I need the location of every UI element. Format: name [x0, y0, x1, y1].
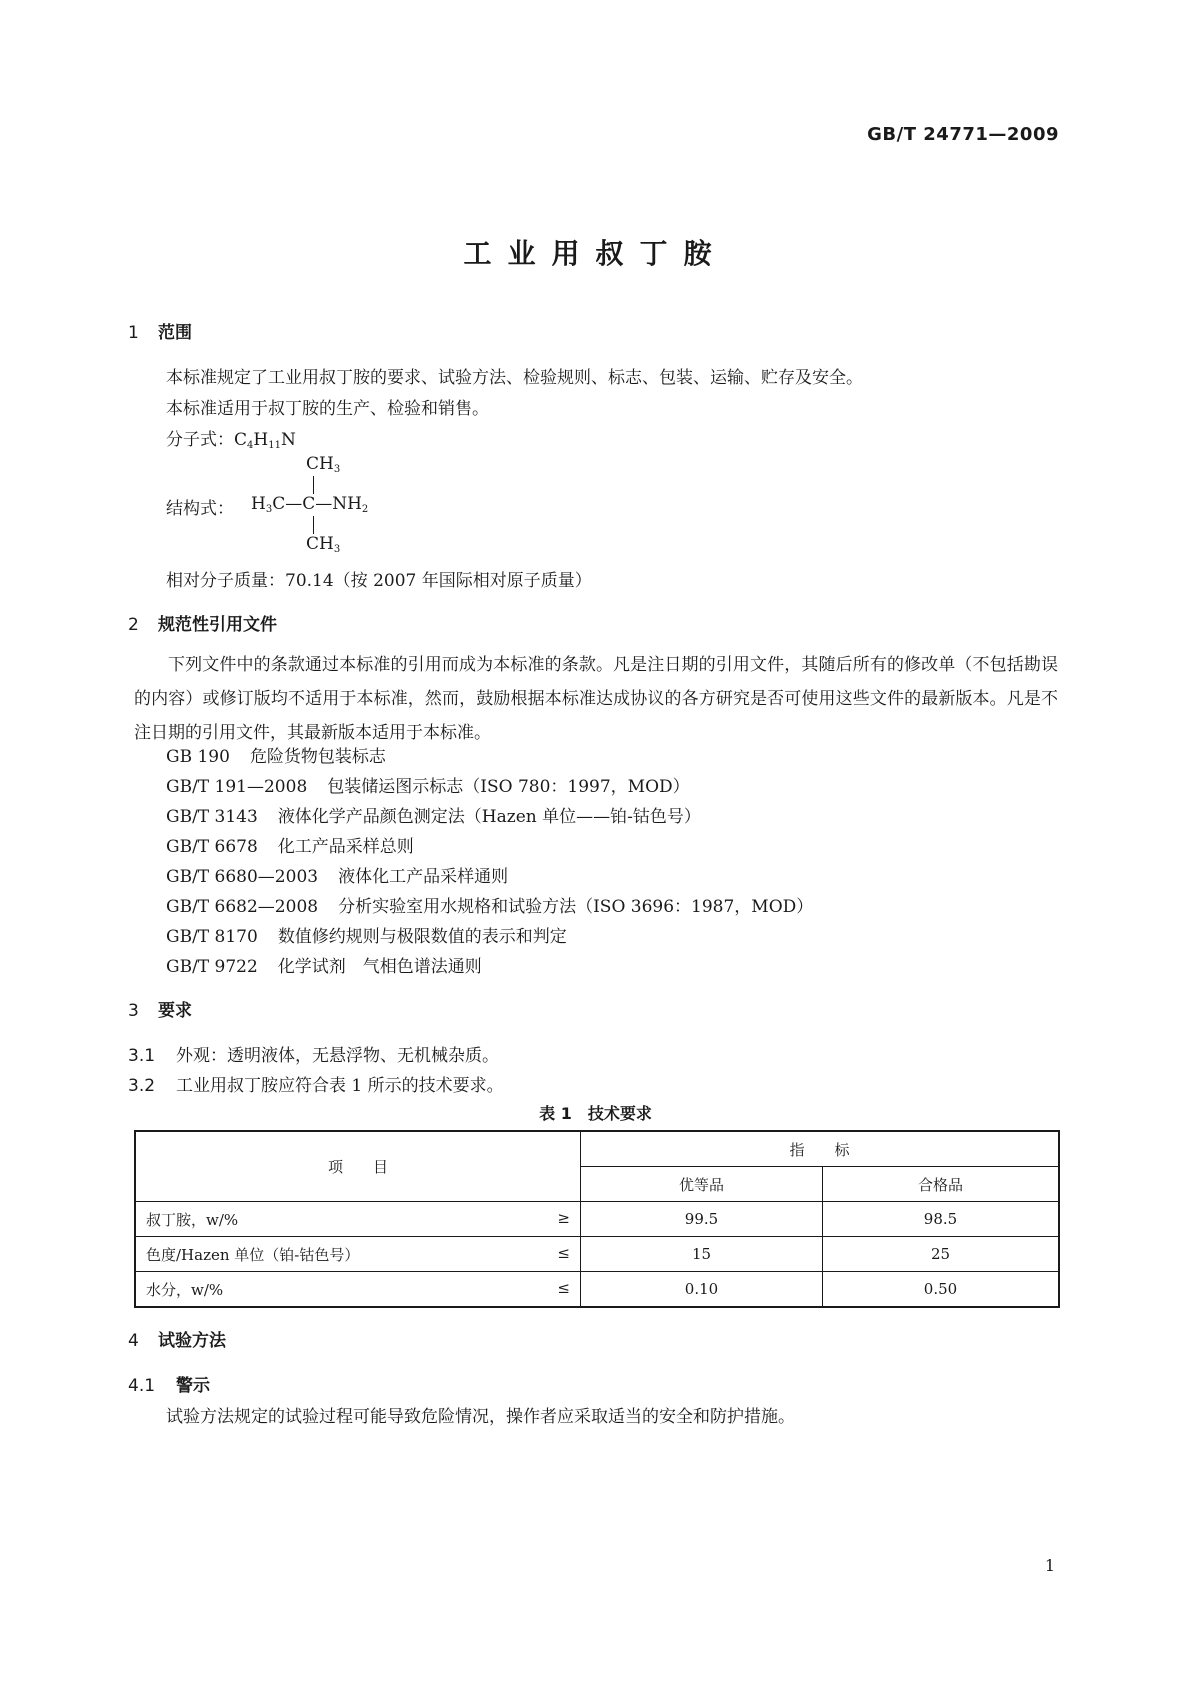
standard-number: GB/T 24771—2009 — [867, 124, 1059, 145]
reference-item — [166, 892, 813, 917]
page-number: 1 — [1044, 1556, 1055, 1575]
normative-intro: 下列文件中的条款通过本标准的引用而成为本标准的条款。凡是注日期的引用文件，其随后所有的修改单（不包括勘误的内容）或修订版均不适用于本标准，然而，鼓励根据本标准达成协议的各方研究是否可使用这些文件的最新版本。凡是不注日期的引用文件，其最新版本适用于本标准。 — [134, 655, 1058, 743]
section-number: 4 — [128, 1331, 139, 1351]
reference-code: GB/T 6678 — [166, 837, 258, 857]
table-row — [135, 1202, 1059, 1237]
formula-value: $C_4H_{11}N$ — [234, 430, 296, 451]
reference-code: GB/T 6682—2008 — [166, 897, 319, 917]
clause-number: 3.2 — [128, 1076, 156, 1096]
item-operator: ≥ — [557, 1208, 570, 1227]
molecular-formula — [166, 425, 296, 451]
clause-3-1 — [128, 1041, 499, 1066]
header-grade-premium: 优等品 — [581, 1167, 823, 1202]
clause-3-2 — [128, 1071, 504, 1096]
section-number: 1 — [128, 323, 139, 343]
reference-item — [166, 742, 386, 767]
row-item — [135, 1272, 581, 1308]
item-label: 水分，w/% — [146, 1280, 224, 1299]
reference-code: GB/T 191—2008 — [166, 777, 308, 797]
value-premium: 15 — [581, 1237, 823, 1272]
clause-number: 3.1 — [128, 1046, 156, 1066]
header-item: 项 目 — [135, 1131, 581, 1202]
bond-bottom — [313, 516, 314, 534]
section-title: 要求 — [158, 1001, 192, 1021]
reference-title: 数值修约规则与极限数值的表示和判定 — [277, 927, 567, 947]
value-premium: 0.10 — [581, 1272, 823, 1308]
value-qualified: 98.5 — [823, 1202, 1060, 1237]
section-title: 规范性引用文件 — [158, 615, 277, 635]
reference-title: 包装储运图示标志（ISO 780：1997，MOD） — [327, 777, 690, 797]
scope-paragraph-1: 本标准规定了工业用叔丁胺的要求、试验方法、检验规则、标志、包装、运输、贮存及安全。 — [166, 368, 863, 388]
reference-title: 分析实验室用水规格和试验方法（ISO 3696：1987，MOD） — [338, 897, 814, 917]
molar-mass: 相对分子质量：70.14（按 2007 年国际相对原子质量） — [166, 571, 592, 591]
methyl-bottom: $CH_3$ — [306, 534, 341, 555]
formula-label: 分子式： — [166, 430, 234, 450]
clause-4-1-heading — [128, 1371, 210, 1396]
reference-title: 化学试剂 气相色谱法通则 — [277, 957, 482, 977]
value-qualified: 0.50 — [823, 1272, 1060, 1308]
section-4-heading — [128, 1326, 226, 1351]
reference-item — [166, 862, 508, 887]
item-operator: ≤ — [557, 1278, 570, 1297]
item-label: 色度/Hazen 单位（铂-钴色号） — [146, 1245, 360, 1264]
reference-title: 危险货物包装标志 — [249, 747, 386, 767]
item-label: 叔丁胺，w/% — [146, 1210, 239, 1229]
section-2-heading — [128, 610, 277, 635]
methyl-top: $CH_3$ — [306, 454, 341, 475]
reference-title: 液体化工产品采样通则 — [338, 867, 509, 887]
reference-code: GB/T 6680—2003 — [166, 867, 319, 887]
reference-item — [166, 802, 701, 827]
clause-text: 外观：透明液体，无悬浮物、无机械杂质。 — [176, 1046, 499, 1066]
clause-text: 工业用叔丁胺应符合表 1 所示的技术要求。 — [176, 1076, 504, 1096]
technical-requirements-table — [134, 1130, 1060, 1308]
reference-title: 液体化学产品颜色测定法（Hazen 单位——铂-钴色号） — [277, 807, 701, 827]
section-1-heading — [128, 318, 192, 343]
reference-code: GB/T 8170 — [166, 927, 258, 947]
clause-number: 4.1 — [128, 1376, 156, 1396]
section-3-heading — [128, 996, 192, 1021]
reference-item — [166, 922, 567, 947]
reference-title: 化工产品采样总则 — [277, 837, 414, 857]
structure-center-row: $H_3C—C—NH_2$ — [251, 494, 369, 515]
row-item — [135, 1202, 581, 1237]
structure-label: 结构式： — [166, 499, 234, 519]
reference-item — [166, 952, 482, 977]
reference-item — [166, 832, 414, 857]
bond-top — [313, 476, 314, 494]
value-premium: 99.5 — [581, 1202, 823, 1237]
document-title: 工业用叔丁胺 — [463, 237, 728, 270]
header-index: 指 标 — [581, 1131, 1060, 1167]
value-qualified: 25 — [823, 1237, 1060, 1272]
reference-code: GB/T 9722 — [166, 957, 258, 977]
table-caption: 表 1 技术要求 — [539, 1104, 652, 1123]
clause-title: 警示 — [176, 1376, 210, 1396]
warning-text: 试验方法规定的试验过程可能导致危险情况，操作者应采取适当的安全和防护措施。 — [166, 1407, 795, 1427]
section-number: 2 — [128, 615, 139, 635]
section-number: 3 — [128, 1001, 139, 1021]
section-title: 范围 — [158, 323, 192, 343]
reference-code: GB/T 3143 — [166, 807, 258, 827]
section-title: 试验方法 — [158, 1331, 226, 1351]
header-grade-qualified: 合格品 — [823, 1167, 1060, 1202]
reference-code: GB 190 — [166, 747, 230, 767]
reference-item — [166, 772, 690, 797]
scope-paragraph-2: 本标准适用于叔丁胺的生产、检验和销售。 — [166, 399, 489, 419]
item-operator: ≤ — [557, 1243, 570, 1262]
row-item — [135, 1237, 581, 1272]
table-row — [135, 1237, 1059, 1272]
table-row — [135, 1272, 1059, 1308]
